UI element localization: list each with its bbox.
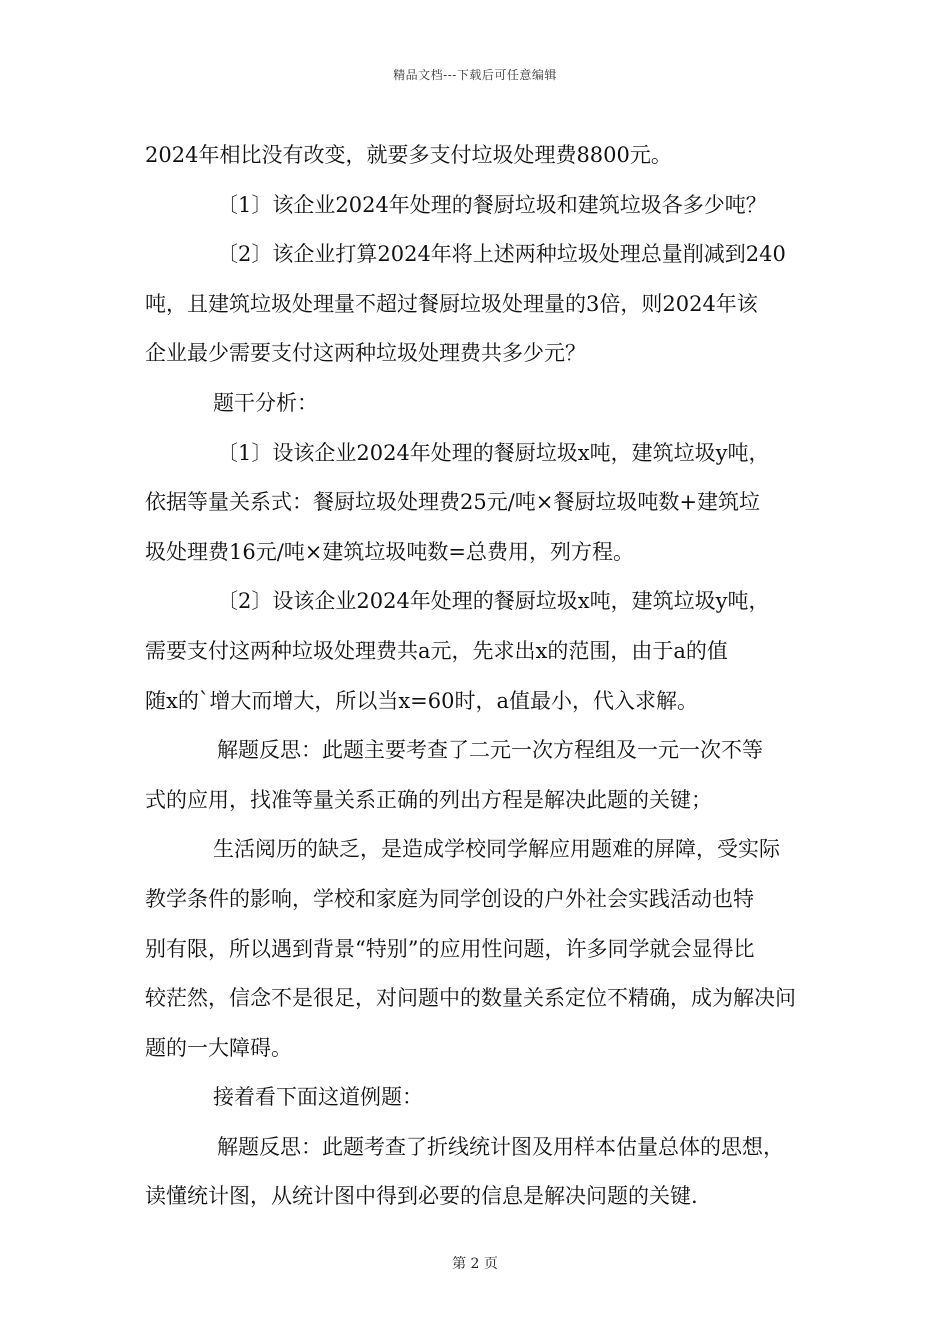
text-line-2: 〔1〕该企业2024年处理的餐厨垃圾和建筑垃圾各多少吨？	[217, 192, 767, 217]
section-heading-analysis: 题干分析：	[213, 390, 318, 415]
text-line-16: 教学条件的影响，学校和家庭为同学创设的户外社会实践活动也特	[145, 886, 754, 911]
text-line-17: 别有限，所以遇到背景“特别”的应用性问题，许多同学就会显得比	[145, 936, 755, 961]
text-line-5: 企业最少需要支付这两种垃圾处理费共多少元？	[145, 341, 586, 366]
text-line-4: 吨，且建筑垃圾处理量不超过餐厨垃圾处理量的3倍，则2024年该	[145, 291, 758, 316]
text-line-22: 读懂统计图，从统计图中得到必要的信息是解决问题的关键.	[145, 1184, 698, 1209]
text-line-14: 式的应用，找准等量关系正确的列出方程是解决此题的关键；	[145, 787, 712, 812]
text-line-10: 〔2〕设该企业2024年处理的餐厨垃圾x吨，建筑垃圾y吨，	[217, 589, 770, 614]
text-line-9: 圾处理费16元/吨×建筑垃圾吨数=总费用，列方程。	[145, 539, 634, 564]
page-number: 第 2 页	[452, 1256, 498, 1272]
text-line-21: 解题反思：此题考查了折线统计图及用样本估量总体的思想，	[217, 1134, 784, 1159]
text-line-19: 题的一大障碍。	[145, 1035, 292, 1060]
text-line-15: 生活阅历的缺乏，是造成学校同学解应用题难的屏障，受实际	[213, 837, 780, 862]
text-line-12: 随x的`增大而增大，所以当x=60时，a值最小，代入求解。	[145, 688, 699, 713]
text-line-1: 2024年相比没有改变，就要多支付垃圾处理费8800元。	[145, 143, 672, 167]
text-line-20: 接着看下面这道例题：	[213, 1085, 423, 1110]
text-line-8: 依据等量关系式：餐厨垃圾处理费25元/吨×餐厨垃圾吨数+建筑垃	[145, 490, 760, 515]
document-body	[145, 131, 825, 1222]
text-line-11: 需要支付这两种垃圾处理费共a元，先求出x的范围，由于a的值	[145, 638, 728, 663]
text-line-13: 解题反思：此题主要考查了二元一次方程组及一元一次不等	[217, 738, 763, 763]
page-header: 精品文档---下载后可任意编辑	[393, 68, 557, 82]
text-line-18: 较茫然，信念不是很足，对问题中的数量关系定位不精确，成为解决问	[145, 986, 796, 1011]
text-line-3: 〔2〕该企业打算2024年将上述两种垃圾处理总量削减到240	[217, 242, 786, 267]
text-line-7: 〔1〕设该企业2024年处理的餐厨垃圾x吨，建筑垃圾y吨，	[217, 440, 770, 465]
